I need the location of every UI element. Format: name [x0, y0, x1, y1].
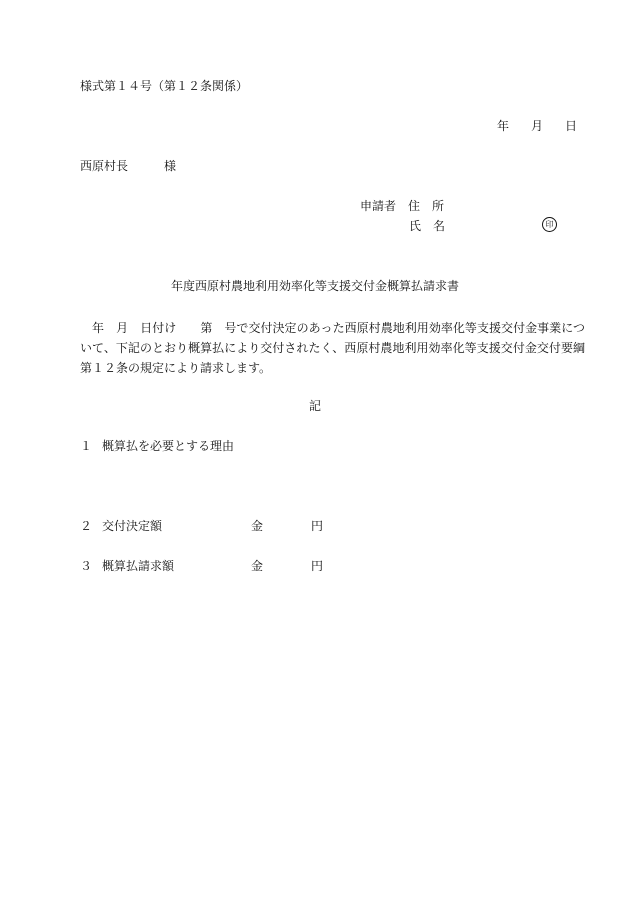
date-month-label: 月 [531, 119, 544, 133]
recipient-name: 西原村長 [80, 159, 129, 173]
item-number: ３ [80, 559, 93, 573]
item-reason [80, 438, 234, 454]
amount-unit: 円 [311, 559, 324, 573]
amount-prefix: 金 [251, 559, 264, 573]
item-label: 概算払を必要とする理由 [102, 439, 235, 453]
date-year-label: 年 [497, 119, 510, 133]
applicant-name-label: 氏 名 [409, 219, 446, 233]
item-claim-amount [80, 558, 174, 574]
applicant-name-line [409, 218, 445, 234]
amount-prefix: 金 [251, 519, 264, 533]
ki-heading: 記 [308, 399, 321, 413]
item-label: 交付決定額 [102, 519, 163, 533]
item-number: １ [80, 439, 93, 453]
document-title: 年度西原村農地利用効率化等支援交付金概算払請求書 [170, 279, 459, 293]
applicant-role: 申請者 [360, 199, 397, 213]
applicant-address-label: 住 所 [408, 199, 445, 213]
seal-mark: 印 [542, 217, 557, 232]
form-number: 様式第１４号（第１２条関係） [80, 79, 249, 93]
date-day-label: 日 [565, 119, 578, 133]
recipient [80, 158, 176, 174]
date-line [497, 118, 577, 134]
body-paragraph: 年 月 日付け 第 号で交付決定のあった西原村農地利用効率化等支援交付金事業について、下記のとおり概算払により交付されたく、西原村農地利用効率化等支援交付金交付要綱第１２条の規定により請求します。 [80, 321, 585, 375]
item-label: 概算払請求額 [102, 559, 175, 573]
item-number: ２ [80, 519, 93, 533]
item-grant-amount [80, 518, 162, 534]
recipient-honorific: 様 [164, 159, 177, 173]
applicant-address-line [360, 198, 444, 214]
amount-unit: 円 [311, 519, 324, 533]
